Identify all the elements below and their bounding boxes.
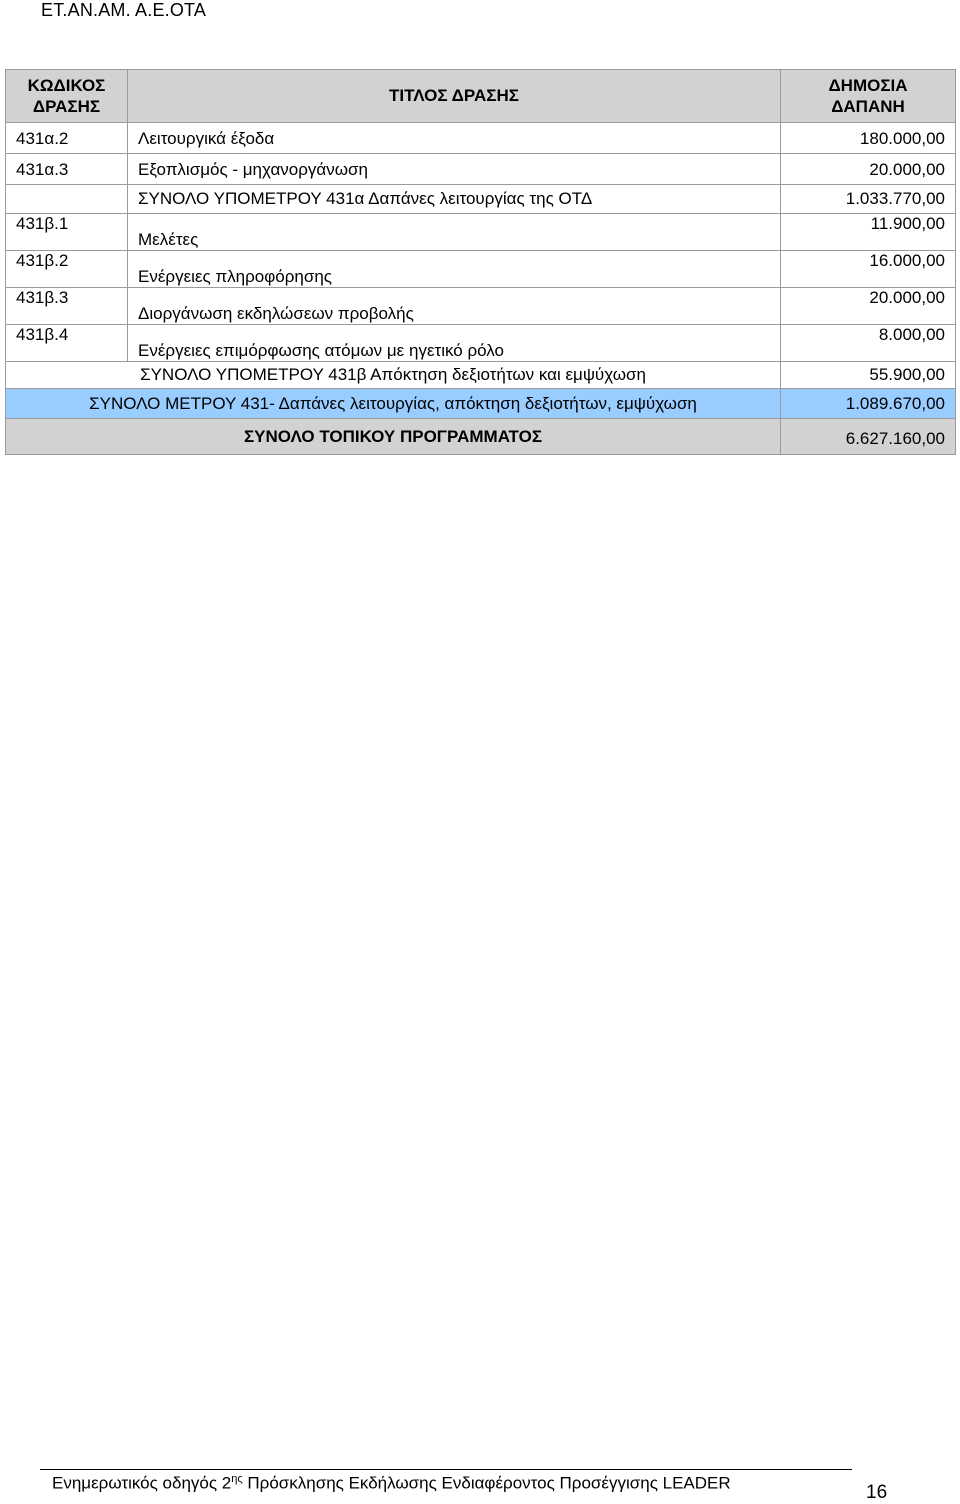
table-row — [6, 325, 956, 362]
action-title: Διοργάνωση εκδηλώσεων προβολής — [128, 288, 781, 325]
column-header-amount: ΔΗΜΟΣΙΑ ΔΑΠΑΝΗ — [781, 70, 956, 123]
subtotal-label: ΣΥΝΟΛΟ ΥΠΟΜΕΤΡΟΥ 431β Απόκτηση δεξιοτήτων και εμψύχωση — [6, 362, 781, 389]
document-header: ΕΤ.ΑΝ.ΑΜ. Α.Ε.ΟΤΑ — [41, 0, 207, 20]
program-total-amount: 6.627.160,00 — [781, 419, 956, 455]
action-code: 431α.2 — [6, 123, 128, 154]
action-amount: 16.000,00 — [781, 251, 956, 288]
table-row — [6, 214, 956, 251]
action-amount: 11.900,00 — [781, 214, 956, 251]
action-title: Λειτουργικά έξοδα — [128, 123, 781, 154]
table-header-row — [6, 70, 956, 123]
subtotal-row-431b — [6, 362, 956, 389]
budget-table — [5, 69, 956, 455]
program-total-label: ΣΥΝΟΛΟ ΤΟΠΙΚΟΥ ΠΡΟΓΡΑΜΜΑΤΟΣ — [6, 419, 781, 455]
action-code: 431β.2 — [6, 251, 128, 288]
action-amount: 180.000,00 — [781, 123, 956, 154]
subtotal-row-431a — [6, 185, 956, 214]
action-code: 431β.1 — [6, 214, 128, 251]
footer-superscript: ης — [231, 1473, 243, 1485]
subtotal-amount: 1.033.770,00 — [781, 185, 956, 214]
action-code: 431α.3 — [6, 154, 128, 185]
measure-total-label: ΣΥΝΟΛΟ ΜΕΤΡΟΥ 431- Δαπάνες λειτουργίας, απόκτηση δεξιοτήτων, εμψύχωση — [6, 389, 781, 419]
footer-text: Ενημερωτικός οδηγός $2^{\eta\varsigma}$ Πρόσκλησης Εκδήλωσης Ενδιαφέροντος Προσέγγισης LEADER — [52, 1473, 731, 1493]
page-number: 16 — [866, 1482, 888, 1503]
measure-total-row — [6, 389, 956, 419]
footer-rule — [40, 1469, 852, 1470]
action-code: 431β.4 — [6, 325, 128, 362]
table-row — [6, 251, 956, 288]
table-row — [6, 154, 956, 185]
subtotal-amount: 55.900,00 — [781, 362, 956, 389]
action-title: Μελέτες — [128, 214, 781, 251]
table-row — [6, 288, 956, 325]
column-header-title: ΤΙΤΛΟΣ ΔΡΑΣΗΣ — [128, 70, 781, 123]
action-amount: 20.000,00 — [781, 288, 956, 325]
table-row — [6, 123, 956, 154]
action-title: Εξοπλισμός - μηχανοργάνωση — [128, 154, 781, 185]
program-total-row — [6, 419, 956, 455]
action-title: Ενέργειες πληροφόρησης — [128, 251, 781, 288]
action-title: Ενέργειες επιμόρφωσης ατόμων με ηγετικό ρόλο — [128, 325, 781, 362]
action-amount: 8.000,00 — [781, 325, 956, 362]
action-code: 431β.3 — [6, 288, 128, 325]
column-header-code: ΚΩΔΙΚΟΣ ΔΡΑΣΗΣ — [6, 70, 128, 123]
subtotal-label: ΣΥΝΟΛΟ ΥΠΟΜΕΤΡΟΥ 431α Δαπάνες λειτουργίας της ΟΤΔ — [128, 185, 781, 214]
measure-total-amount: 1.089.670,00 — [781, 389, 956, 419]
action-amount: 20.000,00 — [781, 154, 956, 185]
